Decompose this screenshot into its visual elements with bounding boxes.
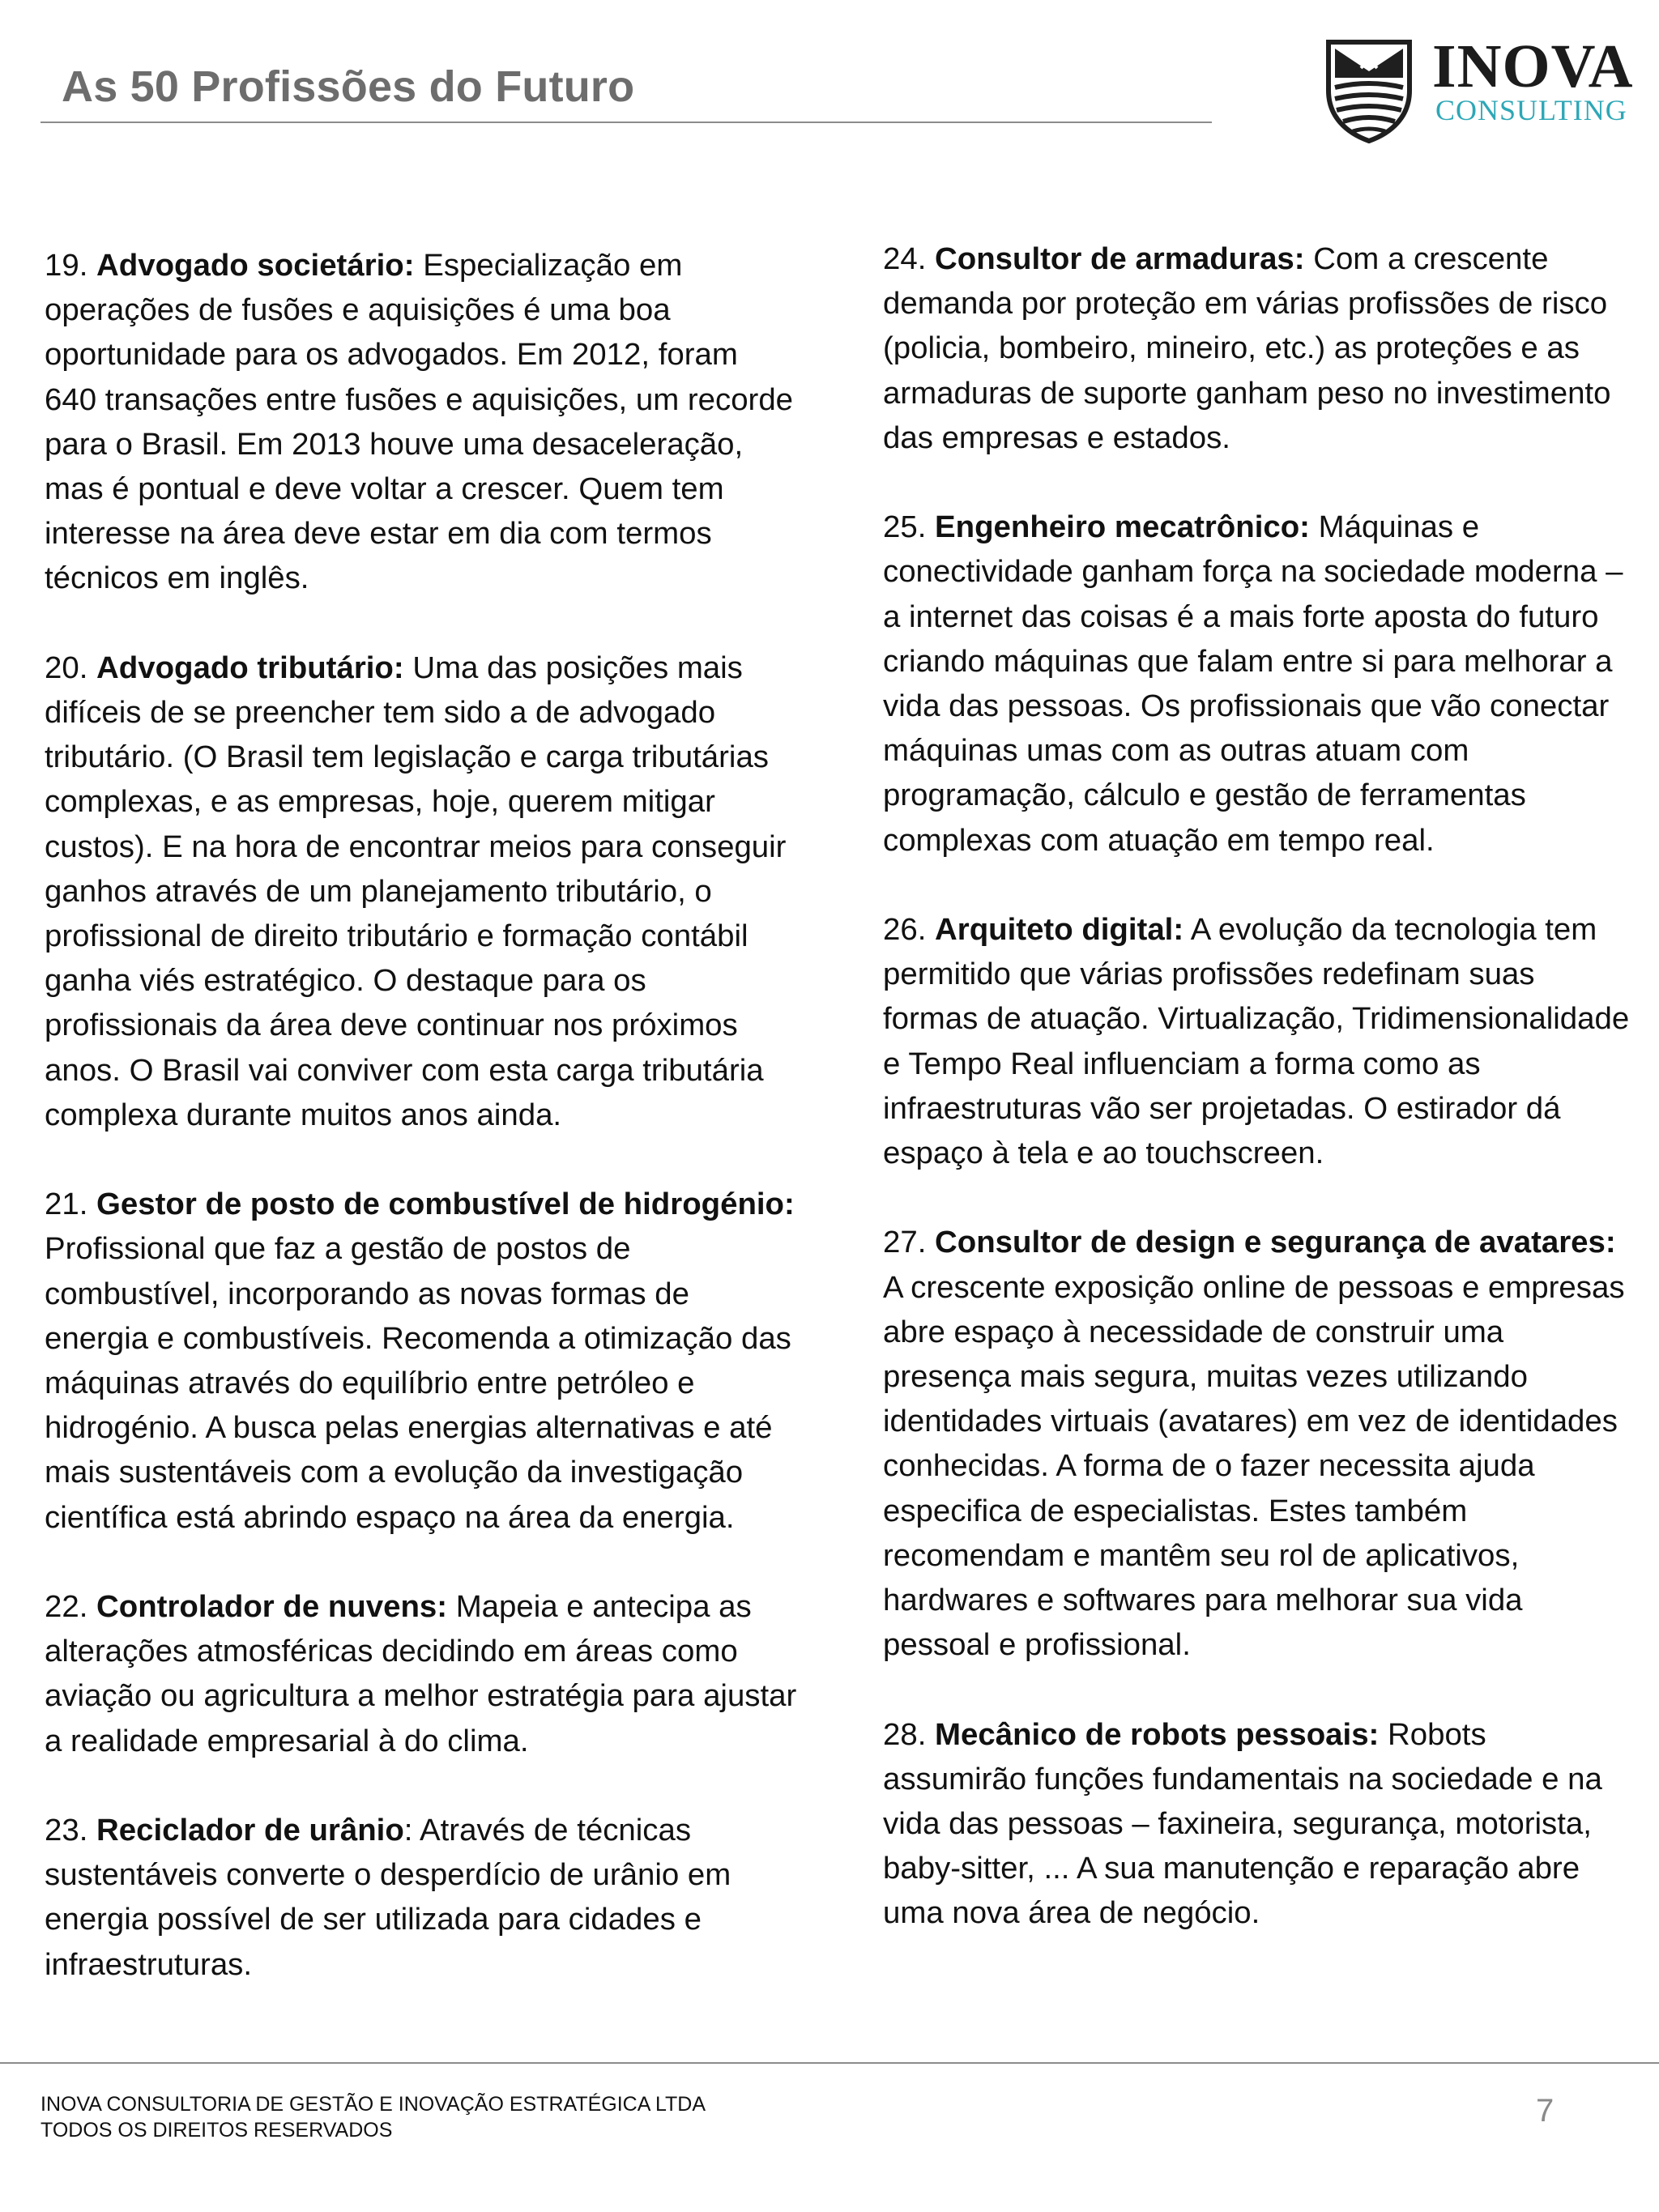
inova-logo [1324,32,1640,149]
profession-item-26 [883,907,1636,1175]
item-number: 25. [883,509,927,545]
item-title: Advogado tributário: [96,650,404,685]
inova-shield-logo-icon [1324,37,1414,144]
item-title: Gestor de posto de combustível de hidrogénio: [96,1187,795,1222]
item-text: A crescente exposição online de pessoas e empresas abre espaço à necessidade de construir uma presença mais segura, muitas vezes utilizando identidades virtuais (avatares) em vez de identidades conhecidas. A forma de o fazer necessita ajuda especifica de especialistas. Estes também recomendam e mantêm seu rol de aplicativos, hardwares e softwares para melhorar sua vida pessoal e profissional. [883,1269,1625,1663]
item-title: Reciclador de urânio [96,1813,404,1848]
profession-item-20 [45,646,798,1137]
item-title: Arquiteto digital: [935,912,1184,948]
profession-item-22 [45,1584,798,1763]
item-number: 19. [45,248,88,283]
item-title: Controlador de nuvens: [96,1589,448,1625]
logo-subtitle: CONSULTING [1435,94,1627,126]
item-text: Especialização em operações de fusões e aquisições é uma boa oportunidade para os advogados. Em 2012, foram 640 transações entre fusões e aquisições, um recorde para o Brasil. Em 2013 houve uma desaceleração, mas é pontual e deve voltar a crescer. Quem tem interesse na área deve estar em dia com termos técnicos em inglês. [45,248,794,596]
profession-item-28 [883,1712,1636,1936]
item-title: Consultor de armaduras: [935,241,1305,276]
profession-item-24 [883,237,1636,460]
footer-divider [0,2062,1659,2064]
item-text: Profissional que faz a gestão de postos de combustível, incorporando as novas formas de energia e combustíveis. Recomenda a otimização das máquinas através do equilíbrio entre petróleo e hidrogénio. A busca pelas energias alternativas e até mais sustentáveis com a evolução da investigação científica está abrindo espaço na área da energia. [45,1231,791,1535]
item-text: Máquinas e conectividade ganham força na sociedade moderna – a internet das coisas é a mais forte aposta do futuro criando máquinas que falam entre si para melhorar a vida das pessoas. Os profissionais que vão conectar máquinas umas com as outras atuam com programação, cálculo e gestão de ferramentas complexas com atuação em tempo real. [883,509,1623,858]
right-column [883,237,1636,1936]
header-divider [41,121,1212,123]
profession-item-21 [45,1182,798,1540]
item-text: Uma das posições mais difíceis de se preencher tem sido a de advogado tributário. (O Brasil tem legislação e carga tributárias complexas, e as empresas, hoje, querem mitigar custos). E na hora de encontrar meios para conseguir ganhos através de um planejamento tributário, o profissional de direito tributário e formação contábil ganha viés estratégico. O destaque para os profissionais da área deve continuar nos próximos anos. O Brasil vai conviver com esta carga tributária complexa durante muitos anos ainda. [45,650,787,1132]
logo-name: INOVA [1432,32,1634,100]
item-number: 21. [45,1187,88,1222]
item-title: Consultor de design e segurança de avatares: [935,1225,1616,1260]
document-title: As 50 Profissões do Futuro [62,62,635,111]
item-text: Robots assumirão funções fundamentais na sociedade e na vida das pessoas – faxineira, segurança, motorista, baby-sitter, ... A sua manutenção e reparação abre uma nova área de negócio. [883,1716,1602,1931]
left-column [45,243,798,1987]
item-text: : Através de técnicas sustentáveis converte o desperdício de urânio em energia possível de ser utilizada para cidades e infraestruturas. [45,1813,731,1982]
item-title: Engenheiro mecatrônico: [935,509,1310,545]
profession-item-23 [45,1808,798,1987]
item-number: 28. [883,1716,927,1752]
item-number: 24. [883,241,927,276]
profession-item-19 [45,243,798,601]
item-number: 20. [45,650,88,685]
item-number: 23. [45,1813,88,1848]
profession-item-25 [883,505,1636,863]
footer-company-name: INOVA CONSULTORIA DE GESTÃO E INOVAÇÃO ESTRATÉGICA LTDA [41,2093,706,2116]
item-number: 26. [883,912,927,948]
profession-item-27 [883,1220,1636,1667]
footer-company-info [41,2091,706,2143]
item-text: Com a crescente demanda por proteção em várias profissões de risco (policia, bombeiro, mineiro, etc.) as proteções e as armaduras de suporte ganham peso no investimento das empresas e estados. [883,241,1611,455]
item-number: 22. [45,1589,88,1625]
item-title: Advogado societário: [96,248,415,283]
footer-rights: TODOS OS DIREITOS RESERVADOS [41,2119,393,2142]
item-title: Mecânico de robots pessoais: [935,1716,1380,1752]
page-number: 7 [1536,2093,1555,2129]
item-text: Mapeia e antecipa as alterações atmosféricas decidindo em áreas como aviação ou agricultura a melhor estratégia para ajustar a realidade empresarial à do clima. [45,1589,797,1758]
item-text: A evolução da tecnologia tem permitido que várias profissões redefinam suas formas de atuação. Virtualização, Tridimensionalidade e Tempo Real influenciam a forma como as infraestruturas vão ser projetadas. O estirador dá espaço à tela e ao touchscreen. [883,912,1630,1171]
item-number: 27. [883,1225,927,1260]
